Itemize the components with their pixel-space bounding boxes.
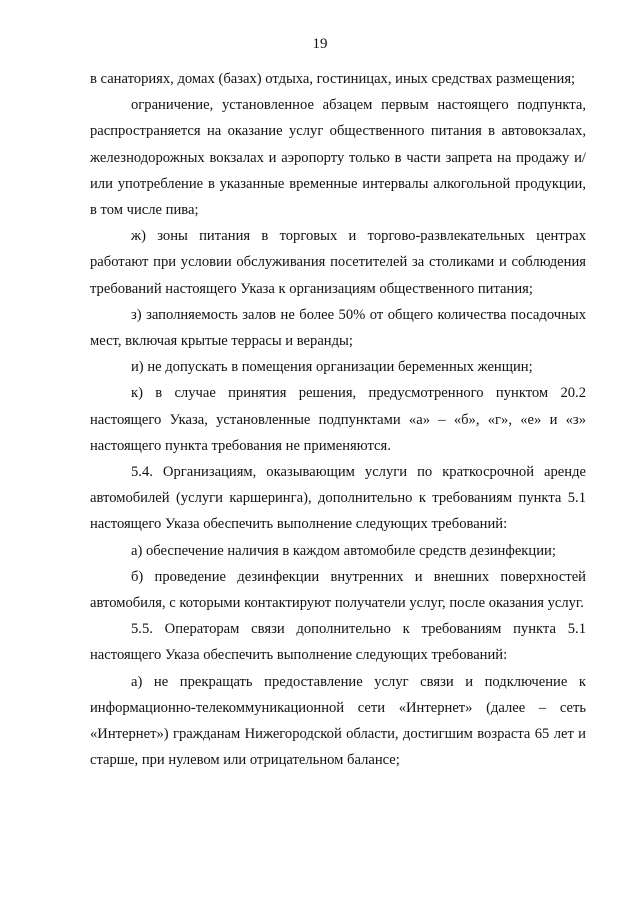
- paragraph: ограничение, установленное абзацем первым настоящего подпункта, распространяется на оказание услуг общественного питания в автовокзалах, железнодорожных вокзалах и аэропорту только в части запрета на продажу и/или употребление в указанные временные интервалы алкогольной продукции, в том числе пива;: [90, 97, 586, 219]
- paragraph: 5.5. Операторам связи дополнительно к требованиям пункта 5.1 настоящего Указа обеспечить выполнение следующих требований:: [90, 621, 586, 664]
- paragraph: з) заполняемость залов не более 50% от общего количества посадочных мест, включая крытые террасы и веранды;: [90, 306, 586, 350]
- paragraph: в санаториях, домах (базах) отдыха, гостиницах, иных средствах размещения;: [90, 71, 576, 87]
- paragraph: к) в случае принятия решения, предусмотренного пунктом 20.2 настоящего Указа, установленные подпунктами «а» – «б», «г», «е» и «з» настоящего пункта требования не применяются.: [90, 385, 586, 454]
- paragraph: и) не допускать в помещения организации беременных женщин;: [131, 359, 533, 376]
- paragraph: б) проведение дезинфекции внутренних и внешних поверхностей автомобиля, с которыми контактируют получатели услуг, после оказания услуг.: [90, 568, 586, 612]
- paragraph: 5.4. Организациям, оказывающим услуги по краткосрочной аренде автомобилей (услуги каршеринга), дополнительно к требованиям пункта 5.1 настоящего Указа обеспечить выполнение следующих требований:: [90, 464, 586, 533]
- document-body: [90, 66, 586, 773]
- paragraph: а) обеспечение наличия в каждом автомобиле средств дезинфекции;: [131, 542, 556, 559]
- paragraph: а) не прекращать предоставление услуг связи и подключение к информационно-телекоммуникационной сети «Интернет» (далее – сеть «Интернет») гражданам Нижегородской области, достигшим возраста 65 лет и старше, при нулевом или отрицательном балансе;: [90, 673, 586, 769]
- paragraph: ж) зоны питания в торговых и торгово-развлекательных центрах работают при условии обслуживания посетителей за столиками и соблюдения требований настоящего Указа к организациям общественного питания;: [90, 228, 586, 297]
- page-number: 19: [312, 36, 328, 52]
